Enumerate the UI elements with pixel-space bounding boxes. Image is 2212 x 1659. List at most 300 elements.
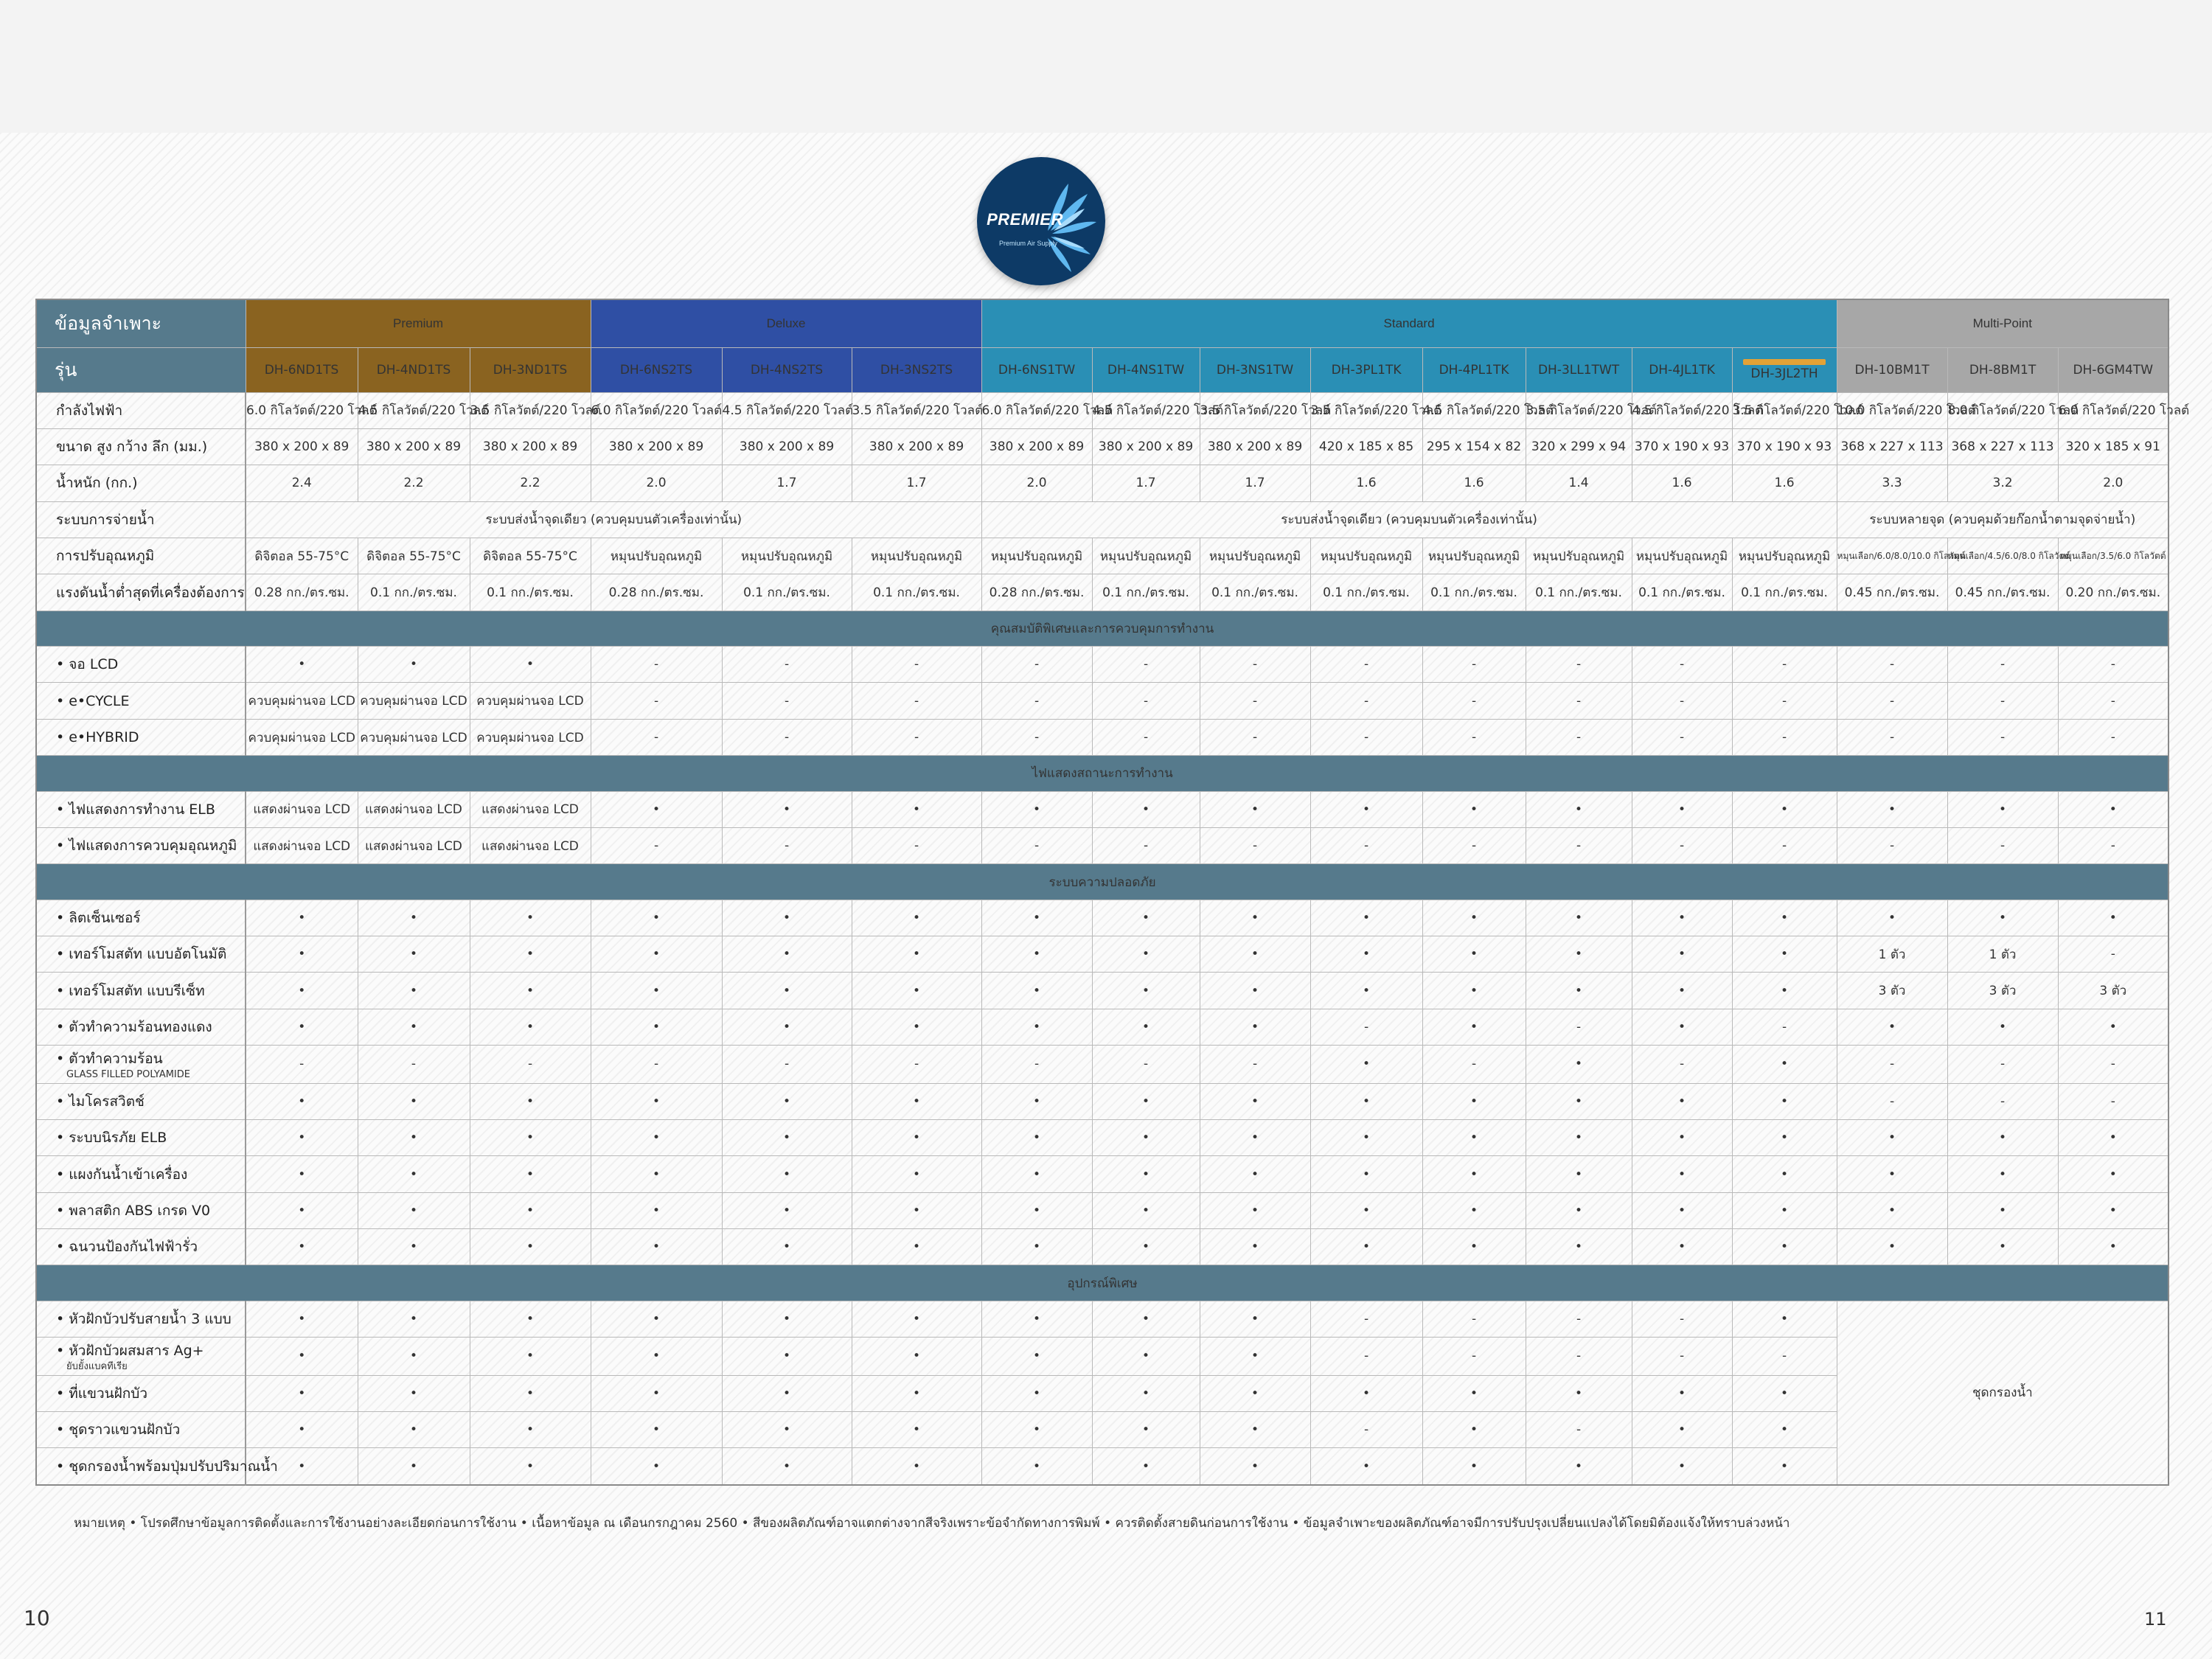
logo-text: PREMIER: [987, 210, 1063, 229]
value-cell: -: [981, 647, 1092, 683]
value-cell: •: [246, 647, 358, 683]
value-cell: 0.28 กก./ตร.ซม.: [246, 574, 358, 611]
group-standard: Standard: [981, 299, 1837, 347]
value-cell: •: [1200, 973, 1310, 1009]
value-cell: -: [1732, 719, 1837, 755]
model-cell: [591, 347, 722, 392]
value-cell: •: [1422, 1009, 1526, 1045]
model-name: DH-3NS2TS: [880, 362, 953, 378]
value-cell: •: [2058, 1229, 2168, 1265]
section-title: ระบบความปลอดภัย: [36, 864, 2168, 900]
value-cell: •: [1422, 1083, 1526, 1119]
value-cell: •: [591, 1448, 722, 1485]
feature-row: [36, 719, 2168, 755]
model-name: DH-4PL1TK: [1439, 362, 1509, 378]
value-cell: •: [470, 900, 591, 936]
value-cell: •: [1092, 1119, 1200, 1155]
value-cell: •: [1310, 1375, 1422, 1411]
value-cell: •: [470, 1156, 591, 1192]
model-name: DH-6NS1TW: [998, 362, 1076, 378]
value-cell: 1.6: [1310, 465, 1422, 501]
value-cell: •: [470, 1301, 591, 1337]
value-cell: •: [1632, 1009, 1732, 1045]
value-cell: •: [1947, 1192, 2058, 1228]
value-cell: หมุนเลือก/6.0/8.0/10.0 กิโลวัตต์: [1837, 538, 1947, 574]
value-cell: •: [722, 1156, 852, 1192]
premier-logo: [977, 157, 1105, 285]
value-cell: •: [852, 791, 981, 827]
value-cell: -: [1526, 647, 1632, 683]
value-cell: -: [1837, 683, 1947, 719]
model-cell: [1632, 347, 1732, 392]
value-cell: 368 x 227 x 113: [1947, 428, 2058, 465]
value-cell: •: [470, 1375, 591, 1411]
value-cell: 3 ตัว: [2058, 973, 2168, 1009]
value-cell: •: [1422, 936, 1526, 973]
value-cell: •: [1837, 791, 1947, 827]
value-cell: •: [1947, 1119, 2058, 1155]
value-cell: -: [1310, 1338, 1422, 1375]
value-cell: •: [246, 973, 358, 1009]
model-name: DH-3LL1TWT: [1537, 362, 1620, 378]
model-cell: [722, 347, 852, 392]
row-label-text: ขนาด สูง กว้าง ลึก (มม.): [56, 439, 208, 456]
value-cell: •: [1310, 1229, 1422, 1265]
value-cell: •: [1732, 1448, 1837, 1485]
group-deluxe: Deluxe: [591, 299, 981, 347]
value-cell: •: [981, 1009, 1092, 1045]
value-cell: •: [722, 1375, 852, 1411]
value-cell: 4.5 กิโลวัตต์/220 โวลต์: [358, 392, 470, 428]
value-cell: •: [246, 1338, 358, 1375]
row-label: [36, 936, 246, 973]
row-label-text: กำลังไฟฟ้า: [56, 402, 123, 419]
value-cell: •: [981, 973, 1092, 1009]
value-cell: •: [591, 791, 722, 827]
value-cell: 380 x 200 x 89: [1200, 428, 1310, 465]
model-cell: [1092, 347, 1200, 392]
group-premium: Premium: [246, 299, 591, 347]
footnote: หมายเหตุ • โปรดศึกษาข้อมูลการติดตั้งและการใช้งานอย่างละเอียดก่อนการใช้งาน • เนื้อหาข้อมูล ณ เดือนกรกฎาคม 2560 • สีของผลิตภัณฑ์อาจแตกต่างจากสีจริงเพราะข้อจำกัดทางการพิมพ์ • ควรติดตั้งสายดินก่อนการใช้งาน • ข้อมูลจำเพาะของผลิตภัณฑ์อาจมีการปรับปรุงเปลี่ยนแปลงได้โดยมิต้องแจ้งให้ทราบล่วงหน้า: [74, 1516, 1790, 1531]
value-cell: หมุนปรับอุณหภูมิ: [1526, 538, 1632, 574]
value-cell: -: [981, 1046, 1092, 1083]
value-cell: 1.7: [722, 465, 852, 501]
value-cell: -: [1837, 719, 1947, 755]
value-cell: •: [1732, 936, 1837, 973]
value-cell: •: [591, 936, 722, 973]
model-cell: [852, 347, 981, 392]
value-cell: •: [1200, 1009, 1310, 1045]
value-cell: •: [591, 1083, 722, 1119]
value-cell: •: [358, 1009, 470, 1045]
value-cell: หมุนปรับอุณหภูมิ: [1632, 538, 1732, 574]
value-cell: -: [591, 1046, 722, 1083]
value-cell: แสดงผ่านจอ LCD: [246, 791, 358, 827]
value-cell: •: [1422, 791, 1526, 827]
value-cell: -: [2058, 1083, 2168, 1119]
value-cell: •: [1632, 1448, 1732, 1485]
value-cell: •: [591, 1009, 722, 1045]
value-cell: •: [358, 900, 470, 936]
page-number-right: 11: [2144, 1609, 2167, 1630]
value-cell: •: [1310, 1448, 1422, 1485]
row-label: [36, 1375, 246, 1411]
row-label: [36, 1448, 278, 1485]
value-cell: •: [246, 1119, 358, 1155]
value-cell: -: [1732, 683, 1837, 719]
row-label: [36, 900, 246, 936]
row-label: [36, 465, 246, 501]
value-cell: •: [722, 1229, 852, 1265]
value-cell: •: [1092, 1301, 1200, 1337]
value-cell: •: [722, 1448, 852, 1485]
value-cell: -: [591, 683, 722, 719]
value-cell: 368 x 227 x 113: [1837, 428, 1947, 465]
feature-row: [36, 1156, 2168, 1192]
value-cell: -: [1200, 827, 1310, 863]
value-cell: -: [1632, 1338, 1732, 1375]
value-cell: •: [1837, 1156, 1947, 1192]
value-cell: •: [2058, 1119, 2168, 1155]
value-cell: 320 x 299 x 94: [1526, 428, 1632, 465]
value-cell: -: [1526, 1338, 1632, 1375]
value-cell: 4.5 กิโลวัตต์/220 โวลต์: [722, 392, 852, 428]
value-cell: •: [246, 900, 358, 936]
value-cell: 3.5 กิโลวัตต์/220 โวลต์: [1732, 392, 1837, 428]
value-cell: -: [1310, 683, 1422, 719]
value-cell: 0.1 กก./ตร.ซม.: [1732, 574, 1837, 611]
value-cell: -: [981, 719, 1092, 755]
value-cell: แสดงผ่านจอ LCD: [358, 791, 470, 827]
value-cell: •: [852, 900, 981, 936]
value-cell: -: [1200, 683, 1310, 719]
value-cell: -: [1526, 1412, 1632, 1448]
value-cell: -: [591, 647, 722, 683]
value-cell: ดิจิตอล 55-75°C: [246, 538, 358, 574]
model-cell: [1310, 347, 1422, 392]
value-cell: •: [981, 1119, 1092, 1155]
value-cell: -: [1632, 827, 1732, 863]
value-cell: •: [358, 1301, 470, 1337]
value-cell: 1.4: [1526, 465, 1632, 501]
value-cell: -: [591, 827, 722, 863]
value-cell: •: [1422, 1412, 1526, 1448]
row-label: [36, 647, 246, 683]
value-cell: •: [1632, 1375, 1732, 1411]
value-cell: •: [1526, 1448, 1632, 1485]
value-cell: ควบคุมผ่านจอ LCD: [246, 719, 358, 755]
model-cell: [1526, 347, 1632, 392]
value-cell: •: [722, 1301, 852, 1337]
value-cell: •: [1422, 900, 1526, 936]
value-cell: •: [1092, 1412, 1200, 1448]
value-cell: -: [1200, 647, 1310, 683]
value-cell: •: [981, 1192, 1092, 1228]
value-cell: -: [2058, 719, 2168, 755]
row-label: [36, 1119, 246, 1155]
value-cell: 4.5 กิโลวัตต์/220 โวลต์: [1422, 392, 1526, 428]
row-label: [36, 1009, 246, 1045]
value-cell: •: [591, 1119, 722, 1155]
model-cell: [1947, 347, 2058, 392]
value-cell: •: [1310, 1156, 1422, 1192]
section-title: อุปกรณ์พิเศษ: [36, 1265, 2168, 1301]
model-cell: [1200, 347, 1310, 392]
value-cell: 1.7: [852, 465, 981, 501]
value-cell: 380 x 200 x 89: [358, 428, 470, 465]
value-cell: •: [981, 936, 1092, 973]
value-cell: หมุนปรับอุณหภูมิ: [1310, 538, 1422, 574]
model-name: DH-6NS2TS: [619, 362, 693, 378]
value-cell: -: [1422, 683, 1526, 719]
value-cell: •: [1732, 900, 1837, 936]
value-cell: 2.2: [358, 465, 470, 501]
value-cell: •: [1310, 1119, 1422, 1155]
value-cell: •: [246, 1412, 358, 1448]
value-cell: •: [470, 1338, 591, 1375]
group-header-row: [36, 299, 2168, 347]
value-cell: •: [1200, 791, 1310, 827]
value-cell: แสดงผ่านจอ LCD: [358, 827, 470, 863]
value-cell: -: [358, 1046, 470, 1083]
value-cell: •: [1732, 1192, 1837, 1228]
value-cell: •: [1632, 1119, 1732, 1155]
value-cell: -: [1947, 719, 2058, 755]
value-cell: •: [722, 1338, 852, 1375]
value-cell: •: [1200, 1301, 1310, 1337]
value-cell: •: [722, 936, 852, 973]
value-cell: -: [1422, 1301, 1526, 1337]
value-cell: •: [246, 1448, 358, 1485]
row-label-text: ระบบการจ่ายน้ำ: [56, 511, 155, 528]
value-cell: •: [1632, 1156, 1732, 1192]
group-multipoint: Multi-Point: [1837, 299, 2168, 347]
value-cell: แสดงผ่านจอ LCD: [470, 827, 591, 863]
row-label: [36, 574, 246, 611]
value-cell: •: [1092, 1229, 1200, 1265]
row-label-text: • ตัวทำความร้อนทองแดง: [56, 1018, 212, 1035]
value-cell: 4.5 กิโลวัตต์/220 โวลต์: [1092, 392, 1200, 428]
value-cell: หมุนปรับอุณหภูมิ: [1732, 538, 1837, 574]
value-cell: 0.1 กก./ตร.ซม.: [1310, 574, 1422, 611]
value-cell: •: [981, 1338, 1092, 1375]
row-label-sub: GLASS FILLED POLYAMIDE: [66, 1069, 190, 1081]
row-label-text: • ที่แขวนฝักบัว: [56, 1385, 148, 1402]
feature-row: [36, 973, 2168, 1009]
model-cell: [246, 347, 358, 392]
value-cell: •: [852, 1192, 981, 1228]
value-cell: -: [1947, 1046, 2058, 1083]
value-cell: •: [358, 1119, 470, 1155]
value-cell: •: [1310, 791, 1422, 827]
section-header-accessories: [36, 1265, 2168, 1301]
value-cell: -: [1947, 683, 2058, 719]
model-name: DH-3NS1TW: [1216, 362, 1294, 378]
value-cell: •: [1526, 791, 1632, 827]
spec-row-pressure: [36, 574, 2168, 611]
row-label-text: น้ำหนัก (กก.): [56, 475, 138, 492]
value-cell: 0.45 กก./ตร.ซม.: [1837, 574, 1947, 611]
value-cell: 6.0 กิโลวัตต์/220 โวลต์: [981, 392, 1092, 428]
value-cell: •: [591, 973, 722, 1009]
value-cell: 1.7: [1092, 465, 1200, 501]
section-header-status: [36, 756, 2168, 791]
supply-single-premium-deluxe: ระบบส่งน้ำจุดเดียว (ควบคุมบนตัวเครื่องเท่านั้น): [246, 501, 981, 538]
value-cell: •: [722, 900, 852, 936]
row-label-text: • พลาสติก ABS เกรด V0: [56, 1202, 211, 1219]
value-cell: 3.5 กิโลวัตต์/220 โวลต์: [470, 392, 591, 428]
value-cell: 1.6: [1422, 465, 1526, 501]
section-title: ไฟแสดงสถานะการทำงาน: [36, 756, 2168, 791]
value-cell: •: [1200, 936, 1310, 973]
value-cell: •: [246, 1375, 358, 1411]
model-cell: [2058, 347, 2168, 392]
model-name: DH-3ND1TS: [493, 362, 568, 378]
value-cell: -: [591, 719, 722, 755]
value-cell: หมุนเลือก/4.5/6.0/8.0 กิโลวัตต์: [1947, 538, 2058, 574]
value-cell: 3.5 กิโลวัตต์/220 โวลต์: [1200, 392, 1310, 428]
model-cell: [981, 347, 1092, 392]
value-cell: •: [358, 936, 470, 973]
value-cell: •: [852, 1009, 981, 1045]
value-cell: •: [1732, 1412, 1837, 1448]
value-cell: •: [1092, 791, 1200, 827]
row-label-text: การปรับอุณหภูมิ: [56, 548, 155, 565]
value-cell: 3.3: [1837, 465, 1947, 501]
value-cell: •: [358, 647, 470, 683]
value-cell: •: [1200, 1338, 1310, 1375]
feature-row: [36, 1229, 2168, 1265]
value-cell: 6.0 กิโลวัตต์/220 โวลต์: [246, 392, 358, 428]
value-cell: •: [246, 1156, 358, 1192]
value-cell: •: [1310, 1192, 1422, 1228]
value-cell: •: [358, 1375, 470, 1411]
value-cell: •: [1632, 900, 1732, 936]
value-cell: 380 x 200 x 89: [1092, 428, 1200, 465]
value-cell: •: [981, 791, 1092, 827]
model-name: DH-6ND1TS: [264, 362, 339, 378]
row-label-text: • ชุดกรองน้ำพร้อมปุ่มปรับปริมาณน้ำ: [56, 1458, 278, 1475]
value-cell: 3.5 กิโลวัตต์/220 โวลต์: [1526, 392, 1632, 428]
value-cell: 4.5 กิโลวัตต์/220 โวลต์: [1632, 392, 1732, 428]
value-cell: 2.4: [246, 465, 358, 501]
value-cell: •: [358, 1338, 470, 1375]
value-cell: •: [1526, 1046, 1632, 1083]
value-cell: -: [1947, 1083, 2058, 1119]
feature-row: [36, 1301, 2168, 1337]
row-label-text: • ชุดราวแขวนฝักบัว: [56, 1422, 181, 1439]
value-cell: •: [1632, 1412, 1732, 1448]
value-cell: •: [981, 1229, 1092, 1265]
value-cell: -: [1310, 827, 1422, 863]
value-cell: หมุนปรับอุณหภูมิ: [1422, 538, 1526, 574]
value-cell: -: [722, 683, 852, 719]
value-cell: 0.1 กก./ตร.ซม.: [1526, 574, 1632, 611]
row-label: [36, 392, 246, 428]
feature-row: [36, 1009, 2168, 1045]
value-cell: •: [591, 1156, 722, 1192]
value-cell: •: [1732, 791, 1837, 827]
value-cell: •: [246, 1083, 358, 1119]
value-cell: •: [1632, 1229, 1732, 1265]
row-label: [36, 1229, 246, 1265]
value-cell: •: [722, 1009, 852, 1045]
value-cell: •: [1092, 936, 1200, 973]
value-cell: •: [1526, 1156, 1632, 1192]
value-cell: •: [1092, 1083, 1200, 1119]
value-cell: •: [470, 1009, 591, 1045]
spec-row-temp: [36, 538, 2168, 574]
value-cell: •: [591, 900, 722, 936]
value-cell: -: [1310, 719, 1422, 755]
value-cell: •: [1732, 1156, 1837, 1192]
row-label-text: • เทอร์โมสตัท แบบรีเซ็ท: [56, 982, 205, 999]
value-cell: -: [852, 1046, 981, 1083]
value-cell: ควบคุมผ่านจอ LCD: [358, 719, 470, 755]
value-cell: •: [852, 1412, 981, 1448]
value-cell: -: [981, 683, 1092, 719]
row-label-text: • e•CYCLE: [56, 692, 130, 709]
value-cell: •: [1200, 1229, 1310, 1265]
spec-row-size: [36, 428, 2168, 465]
value-cell: -: [852, 647, 981, 683]
value-cell: 3 ตัว: [1837, 973, 1947, 1009]
feature-row: [36, 1119, 2168, 1155]
value-cell: •: [1732, 1083, 1837, 1119]
value-cell: •: [1837, 1009, 1947, 1045]
value-cell: 0.1 กก./ตร.ซม.: [1422, 574, 1526, 611]
value-cell: •: [2058, 1192, 2168, 1228]
value-cell: •: [246, 1192, 358, 1228]
value-cell: 6.0 กิโลวัตต์/220 โวลต์: [591, 392, 722, 428]
value-cell: •: [1422, 1119, 1526, 1155]
supply-single-standard: ระบบส่งน้ำจุดเดียว (ควบคุมบนตัวเครื่องเท่านั้น): [981, 501, 1837, 538]
value-cell: •: [1422, 1192, 1526, 1228]
value-cell: •: [1526, 900, 1632, 936]
value-cell: -: [2058, 827, 2168, 863]
value-cell: •: [1526, 1119, 1632, 1155]
feature-row: [36, 936, 2168, 973]
value-cell: -: [1837, 827, 1947, 863]
value-cell: 420 x 185 x 85: [1310, 428, 1422, 465]
value-cell: •: [470, 1119, 591, 1155]
value-cell: •: [358, 1156, 470, 1192]
value-cell: •: [1422, 1448, 1526, 1485]
value-cell: หมุนปรับอุณหภูมิ: [1092, 538, 1200, 574]
value-cell: •: [1200, 900, 1310, 936]
value-cell: 3.5 กิโลวัตต์/220 โวลต์: [852, 392, 981, 428]
value-cell: 295 x 154 x 82: [1422, 428, 1526, 465]
value-cell: •: [1310, 936, 1422, 973]
value-cell: หมุนปรับอุณหภูมิ: [981, 538, 1092, 574]
value-cell: •: [852, 1119, 981, 1155]
value-cell: -: [1422, 1338, 1526, 1375]
value-cell: -: [1092, 683, 1200, 719]
section-header-safety: [36, 864, 2168, 900]
value-cell: •: [852, 1338, 981, 1375]
value-cell: •: [722, 1412, 852, 1448]
value-cell: •: [1092, 973, 1200, 1009]
value-cell: •: [981, 900, 1092, 936]
value-cell: -: [1732, 647, 1837, 683]
value-cell: •: [1200, 1192, 1310, 1228]
value-cell: -: [1947, 827, 2058, 863]
section-header-features: [36, 611, 2168, 646]
value-cell: 10.0 กิโลวัตต์/220 โวลต์: [1837, 392, 1947, 428]
value-cell: •: [358, 1448, 470, 1485]
value-cell: •: [852, 1301, 981, 1337]
value-cell: •: [852, 1375, 981, 1411]
